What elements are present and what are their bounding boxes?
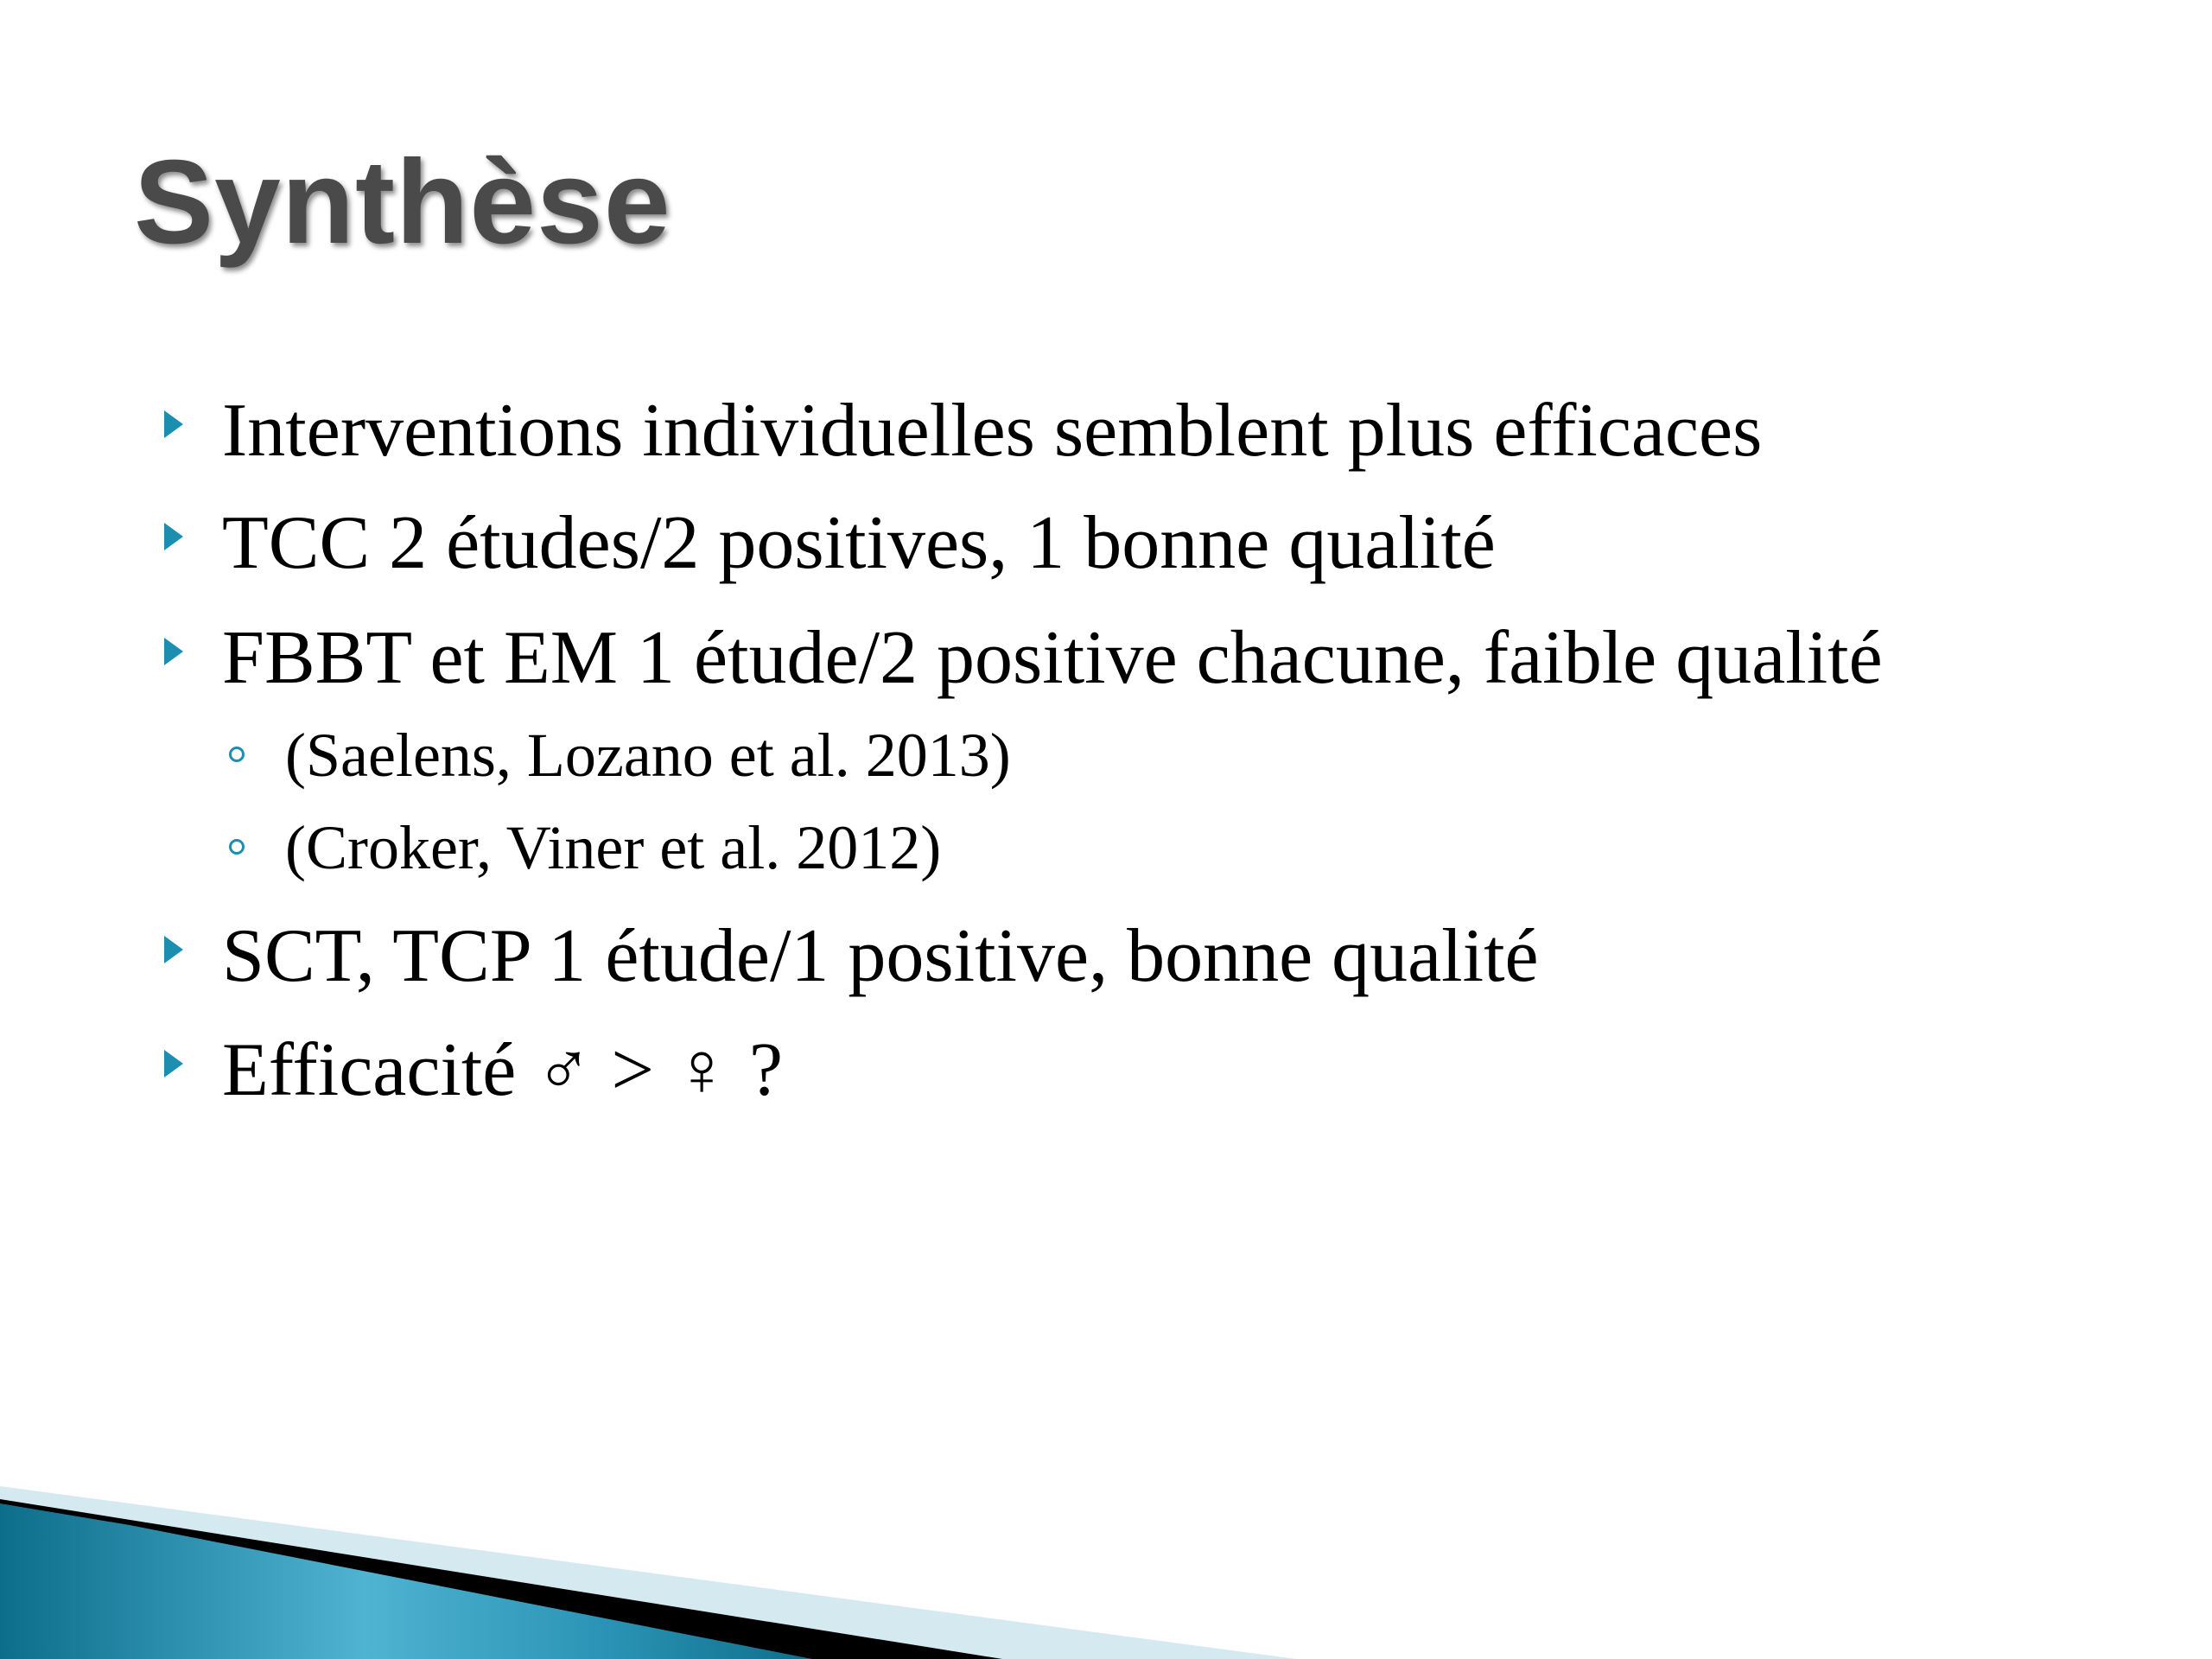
circle-outline-icon <box>229 747 245 762</box>
triangle-right-icon <box>164 936 183 963</box>
bullet-text: Efficacité ♂ > ♀ ? <box>222 1028 784 1112</box>
bullet-text: SCT, TCP 1 étude/1 positive, bonne qualité <box>222 914 1539 998</box>
bullet-text: Interventions individuelles semblent plus efficaces <box>222 389 1763 473</box>
triangle-right-icon <box>164 523 183 550</box>
bullet-text: FBBT et EM 1 étude/2 positive chacune, faible qualité <box>222 616 1883 700</box>
bottom-decoration <box>0 1382 2212 1659</box>
triangle-right-icon <box>164 1050 183 1077</box>
circle-outline-icon <box>229 839 245 855</box>
bullet-text: TCC 2 études/2 positives, 1 bonne qualité <box>222 501 1496 585</box>
bullet-text: (Croker, Viner et al. 2012) <box>285 813 942 882</box>
triangle-right-icon <box>164 410 183 438</box>
triangle-right-icon <box>164 638 183 665</box>
slide-title: Synthèse <box>134 136 671 269</box>
bullet-text: (Saelens, Lozano et al. 2013) <box>285 721 1011 790</box>
